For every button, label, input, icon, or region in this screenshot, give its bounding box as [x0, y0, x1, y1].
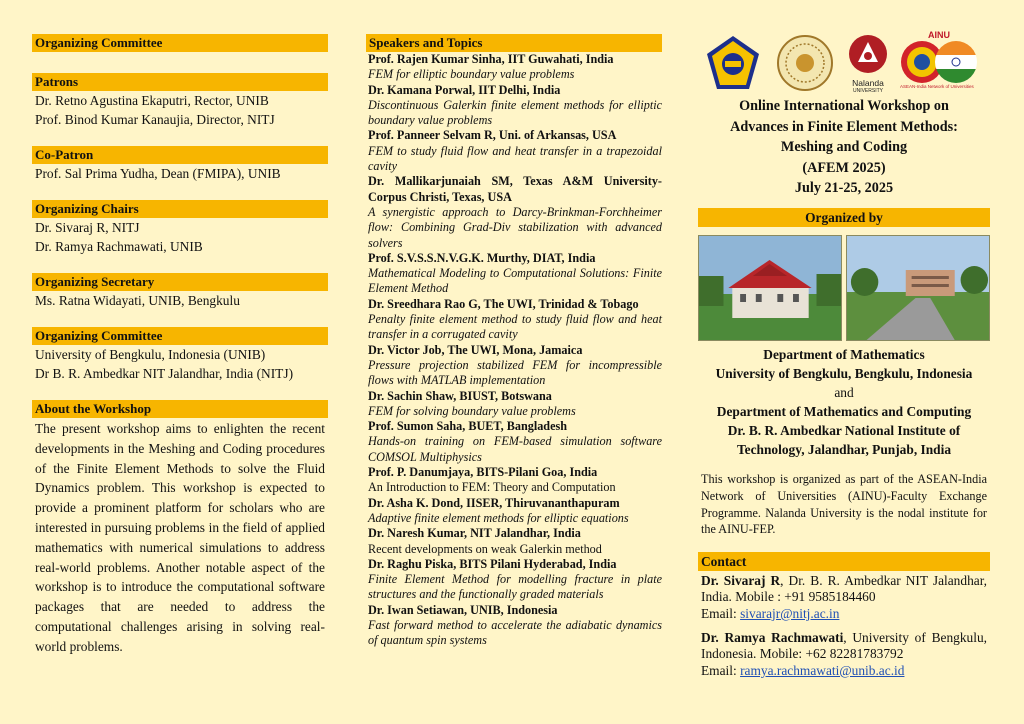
ainu-description: This workshop is organized as part of the ASEAN-India Network of Universities (AINU)-Faculty Exchange Programme. Nalanda University is the nodal institute for the AINU-FEP.: [701, 471, 987, 537]
ainu-sub: ASEAN-India Network of Universities: [900, 84, 974, 89]
speaker-topic: Adaptive finite element methods for elliptic equations: [368, 510, 629, 525]
speaker-name: Prof. Rajen Kumar Sinha, IIT Guwahati, India: [368, 52, 614, 66]
nalanda-logo: [844, 34, 892, 92]
speaker-topic: FEM to study fluid flow and heat transfer in a trapezoidal cavity: [368, 143, 662, 174]
speaker-topic: FEM for solving boundary value problems: [368, 403, 576, 418]
ainu-logo: [900, 30, 986, 92]
speaker-entry: [366, 83, 662, 129]
speaker-topic: Penalty finite element method to study fluid flow and heat transfer in a corrugated cavity: [368, 312, 662, 342]
contact-2-email-link[interactable]: ramya.rachmawati@unib.ac.id: [740, 662, 905, 678]
contact-2-details: , University of Bengkulu, Indonesia. Mobile: +62 82281783792: [701, 630, 987, 662]
chair-line: Dr. Sivaraj R, NITJ: [35, 220, 140, 235]
speaker-name: Dr. Mallikarjunaiah SM, Texas A&M University-Corpus Christi, Texas, USA: [368, 174, 662, 204]
contact-2: [701, 630, 987, 663]
contact-1: [701, 573, 987, 606]
copatron-line: Prof. Sal Prima Yudha, Dean (FMIPA), UNIB: [35, 166, 281, 181]
secretary-line: Ms. Ratna Widayati, UNIB, Bengkulu: [35, 293, 240, 308]
speaker-topic: Discontinuous Galerkin finite element methods for elliptic boundary value problems: [368, 97, 662, 128]
speaker-name: Dr. Sreedhara Rao G, The UWI, Trinidad & Tobago: [368, 296, 639, 311]
nalanda-label: Nalanda: [852, 78, 884, 88]
about-section: [32, 400, 328, 657]
contact-1-details: , Dr. B. R. Ambedkar NIT Jalandhar, India. Mobile : +91 9585184460: [701, 573, 987, 605]
speaker-entry: [366, 603, 662, 649]
title-line: Advances in Finite Element Methods:: [730, 118, 958, 135]
speaker-entry: [366, 419, 662, 465]
contact-1-email-row: [701, 606, 987, 622]
committee-line: University of Bengkulu, Indonesia (UNIB): [35, 347, 266, 362]
email-label: Email:: [701, 662, 741, 678]
committee-line: Dr B. R. Ambedkar NIT Jalandhar, India (NITJ): [35, 366, 294, 381]
and-text: and: [834, 384, 854, 400]
dept2-line: Dr. B. R. Ambedkar National Institute of: [727, 422, 961, 438]
speaker-entry: [366, 557, 662, 603]
secretary-section: [32, 273, 328, 310]
patrons-section: [32, 73, 328, 129]
speaker-name: Dr. Kamana Porwal, IIT Delhi, India: [368, 82, 561, 97]
patrons-header: Patrons: [32, 73, 328, 91]
nitj-campus-photo: [846, 235, 990, 341]
speaker-entry: [366, 526, 662, 557]
contact-2-name: Dr. Ramya Rachmawati: [701, 630, 844, 646]
secretary-header: Organizing Secretary: [32, 273, 328, 291]
organizing-committee-title: Organizing Committee: [32, 34, 328, 52]
right-column: [698, 30, 990, 679]
ainu-emblem: [900, 40, 984, 84]
speaker-entry: [366, 128, 662, 174]
nitj-logo: [776, 34, 834, 92]
speaker-name: Prof. Sumon Saha, BUET, Bangladesh: [368, 419, 568, 434]
chair-line: Dr. Ramya Rachmawati, UNIB: [35, 239, 203, 254]
organizers: [698, 345, 990, 459]
copatron-section: [32, 146, 328, 183]
speaker-entry: [366, 251, 662, 297]
copatron-header: Co-Patron: [32, 146, 328, 164]
speaker-topic: Pressure projection stabilized FEM for incompressible flows with MATLAB implementation: [368, 357, 662, 388]
speaker-entry: [366, 297, 662, 343]
speaker-name: Dr. Naresh Kumar, NIT Jalandhar, India: [368, 526, 581, 541]
speaker-topic: Hands-on training on FEM-based simulation software COMSOL Multiphysics: [368, 434, 662, 464]
speaker-name: Prof. P. Danumjaya, BITS-Pilani Goa, India: [368, 465, 598, 480]
chairs-header: Organizing Chairs: [32, 200, 328, 218]
contact-1-name: Dr. Sivaraj R: [701, 573, 781, 589]
title-line: Online International Workshop on: [739, 98, 949, 114]
speaker-topic: An Introduction to FEM: Theory and Computation: [368, 480, 616, 495]
speaker-list: [366, 52, 662, 649]
speaker-name: Prof. S.V.S.S.N.V.G.K. Murthy, DIAT, India: [368, 250, 596, 265]
speaker-entry: [366, 465, 662, 496]
logo-strip: [698, 30, 990, 94]
speaker-topic: Recent developments on weak Galerkin method: [368, 541, 602, 556]
speaker-entry: [366, 496, 662, 527]
speaker-entry: [366, 174, 662, 250]
patron-line: Dr. Retno Agustina Ekaputri, Rector, UNIB: [35, 93, 269, 108]
unib-campus-photo: [698, 235, 842, 341]
contact-block: [698, 573, 990, 679]
patron-line: Prof. Binod Kumar Kanaujia, Director, NITJ: [35, 112, 275, 127]
ainu-label: AINU: [928, 30, 950, 40]
email-label: Email:: [701, 605, 741, 621]
speaker-topic: Mathematical Modeling to Computational Solutions: Finite Element Method: [368, 266, 662, 296]
dept1-line: University of Bengkulu, Bengkulu, Indonesia: [715, 365, 973, 381]
speaker-name: Dr. Asha K. Dond, IISER, Thiruvananthapuram: [368, 495, 620, 510]
left-column: [32, 34, 328, 657]
title-line: Meshing and Coding: [780, 139, 908, 156]
speaker-name: Prof. Panneer Selvam R, Uni. of Arkansas, USA: [368, 128, 617, 143]
dept1-line: Department of Mathematics: [763, 346, 925, 362]
speaker-entry: [366, 52, 662, 83]
about-text: The present workshop aims to enlighten the recent developments in the Meshing and Coding procedures of the Finite Element Methods to solve the Fluid Dynamics problem. This workshop is expected to provide a prominent platform for scholars who are interested in pursuing problems in the field of applied mathematics with numerical simulations to address real-world problems. Another notable aspect of the workshop is to introduce the computational software packages that are needed to address the computational challenges arising in solving real-world problems.: [35, 421, 325, 654]
speaker-name: Dr. Raghu Piska, BITS Pilani Hyderabad, India: [368, 556, 617, 571]
speaker-entry: [366, 389, 662, 420]
committee-section: [32, 327, 328, 383]
campus-photos: [698, 235, 990, 339]
organized-by-header: Organized by: [698, 208, 990, 227]
title-line: July 21-25, 2025: [794, 180, 894, 197]
speakers-header: Speakers and Topics: [366, 34, 662, 52]
committee-header: Organizing Committee: [32, 327, 328, 345]
speaker-topic: A synergistic approach to Darcy-Brinkman-Forchheimer flow: Combining Grad-Div stabilization with advanced solvers: [368, 204, 662, 250]
chairs-section: [32, 200, 328, 256]
speaker-name: Dr. Victor Job, The UWI, Mona, Jamaica: [368, 342, 583, 357]
speaker-topic: FEM for elliptic boundary value problems: [368, 67, 575, 82]
dept2-line: Department of Mathematics and Computing: [716, 403, 972, 419]
speaker-entry: [366, 343, 662, 389]
speaker-name: Dr. Sachin Shaw, BIUST, Botswana: [368, 388, 552, 403]
contact-header: Contact: [698, 552, 990, 571]
contact-2-email-row: [701, 663, 987, 679]
dept2-line: Technology, Jalandhar, Punjab, India: [736, 441, 952, 457]
workshop-title: [698, 96, 990, 199]
title-line: (AFEM 2025): [802, 159, 886, 176]
about-header: About the Workshop: [32, 400, 328, 418]
speaker-topic: Finite Element Method for modelling fracture in plate structures and the functionally graded materials: [368, 572, 662, 602]
speaker-name: Dr. Iwan Setiawan, UNIB, Indonesia: [368, 602, 558, 617]
nalanda-sub: UNIVERSITY: [852, 88, 883, 94]
nalanda-emblem: [848, 34, 888, 74]
contact-1-email-link[interactable]: sivarajr@nitj.ac.in: [740, 605, 840, 621]
unib-logo: [704, 34, 762, 92]
middle-column: [366, 34, 662, 649]
speaker-topic: Fast forward method to accelerate the adiabatic dynamics of quantum spin systems: [368, 617, 662, 648]
